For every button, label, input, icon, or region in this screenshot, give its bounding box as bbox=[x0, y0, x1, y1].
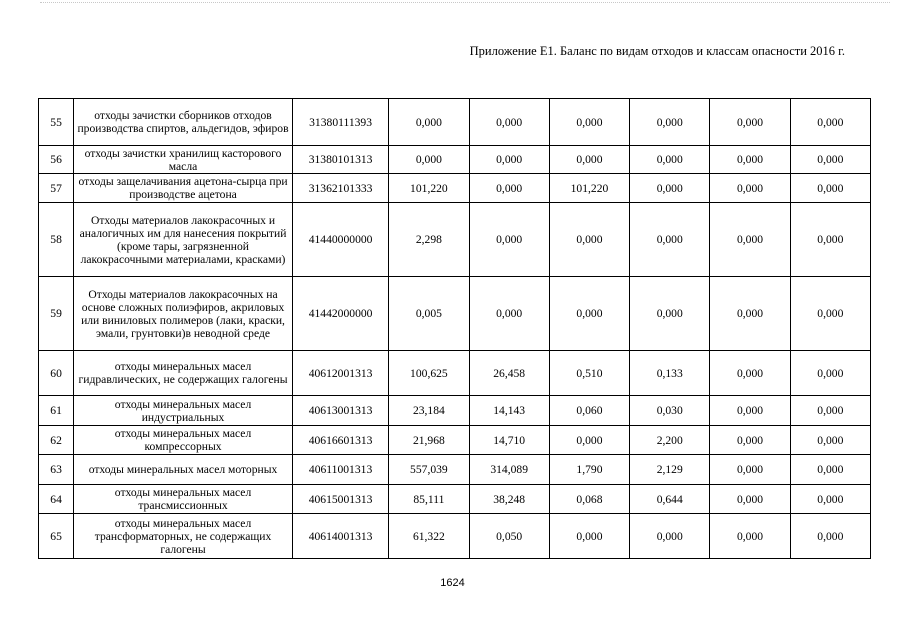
value-cell: 0,000 bbox=[710, 426, 790, 455]
value-cell: 2,200 bbox=[630, 426, 710, 455]
waste-code: 40613001313 bbox=[292, 396, 388, 426]
row-number: 62 bbox=[39, 426, 74, 455]
value-cell: 0,000 bbox=[710, 203, 790, 277]
waste-name: отходы зачистки хранилищ касторового масла bbox=[74, 146, 293, 174]
value-cell: 0,000 bbox=[790, 203, 870, 277]
waste-code: 31380101313 bbox=[292, 146, 388, 174]
value-cell: 101,220 bbox=[549, 174, 629, 203]
waste-code: 41442000000 bbox=[292, 277, 388, 351]
value-cell: 2,129 bbox=[630, 455, 710, 485]
waste-balance-table bbox=[38, 98, 871, 559]
value-cell: 0,000 bbox=[469, 99, 549, 146]
value-cell: 0,000 bbox=[630, 99, 710, 146]
value-cell: 0,000 bbox=[630, 277, 710, 351]
value-cell: 101,220 bbox=[389, 174, 469, 203]
value-cell: 0,030 bbox=[630, 396, 710, 426]
table-row bbox=[39, 146, 871, 174]
table-row bbox=[39, 203, 871, 277]
value-cell: 0,000 bbox=[710, 277, 790, 351]
value-cell: 26,458 bbox=[469, 351, 549, 396]
value-cell: 0,000 bbox=[790, 426, 870, 455]
table-row bbox=[39, 174, 871, 203]
value-cell: 21,968 bbox=[389, 426, 469, 455]
scan-artifact bbox=[40, 2, 890, 7]
row-number: 59 bbox=[39, 277, 74, 351]
row-number: 63 bbox=[39, 455, 74, 485]
waste-name: отходы минеральных масел моторных bbox=[74, 455, 293, 485]
value-cell: 0,000 bbox=[790, 485, 870, 514]
value-cell: 0,000 bbox=[389, 146, 469, 174]
value-cell: 23,184 bbox=[389, 396, 469, 426]
value-cell: 0,000 bbox=[790, 99, 870, 146]
row-number: 61 bbox=[39, 396, 74, 426]
value-cell: 100,625 bbox=[389, 351, 469, 396]
value-cell: 0,000 bbox=[630, 146, 710, 174]
value-cell: 0,000 bbox=[710, 514, 790, 559]
value-cell: 0,000 bbox=[389, 99, 469, 146]
value-cell: 0,000 bbox=[790, 146, 870, 174]
table-row bbox=[39, 396, 871, 426]
value-cell: 0,000 bbox=[790, 351, 870, 396]
table-row bbox=[39, 426, 871, 455]
page-number: 1624 bbox=[440, 577, 465, 589]
value-cell: 0,000 bbox=[469, 174, 549, 203]
row-number: 56 bbox=[39, 146, 74, 174]
waste-name: отходы зачистки сборников отходов производства спиртов, альдегидов, эфиров bbox=[74, 99, 293, 146]
value-cell: 0,644 bbox=[630, 485, 710, 514]
value-cell: 0,510 bbox=[549, 351, 629, 396]
value-cell: 0,000 bbox=[710, 455, 790, 485]
value-cell: 0,133 bbox=[630, 351, 710, 396]
value-cell: 0,000 bbox=[469, 277, 549, 351]
table-row bbox=[39, 514, 871, 559]
value-cell: 0,000 bbox=[630, 203, 710, 277]
value-cell: 0,000 bbox=[790, 455, 870, 485]
value-cell: 557,039 bbox=[389, 455, 469, 485]
waste-code: 31362101333 bbox=[292, 174, 388, 203]
waste-code: 41440000000 bbox=[292, 203, 388, 277]
value-cell: 0,050 bbox=[469, 514, 549, 559]
waste-code: 40614001313 bbox=[292, 514, 388, 559]
value-cell: 0,000 bbox=[549, 277, 629, 351]
table-row bbox=[39, 277, 871, 351]
waste-code: 40616601313 bbox=[292, 426, 388, 455]
value-cell: 0,000 bbox=[710, 174, 790, 203]
row-number: 55 bbox=[39, 99, 74, 146]
table-row bbox=[39, 99, 871, 146]
row-number: 58 bbox=[39, 203, 74, 277]
value-cell: 0,000 bbox=[790, 277, 870, 351]
row-number: 64 bbox=[39, 485, 74, 514]
value-cell: 0,068 bbox=[549, 485, 629, 514]
value-cell: 0,000 bbox=[710, 396, 790, 426]
value-cell: 85,111 bbox=[389, 485, 469, 514]
row-number: 65 bbox=[39, 514, 74, 559]
value-cell: 0,000 bbox=[549, 426, 629, 455]
value-cell: 0,000 bbox=[469, 203, 549, 277]
value-cell: 2,298 bbox=[389, 203, 469, 277]
value-cell: 0,000 bbox=[630, 174, 710, 203]
table-caption: Приложение Е1. Баланс по видам отходов и классам опасности 2016 г. bbox=[469, 44, 845, 58]
waste-name: отходы минеральных масел индустриальных bbox=[74, 396, 293, 426]
waste-code: 40611001313 bbox=[292, 455, 388, 485]
value-cell: 0,000 bbox=[469, 146, 549, 174]
value-cell: 38,248 bbox=[469, 485, 549, 514]
value-cell: 0,000 bbox=[710, 99, 790, 146]
value-cell: 0,005 bbox=[389, 277, 469, 351]
table-row bbox=[39, 351, 871, 396]
value-cell: 0,000 bbox=[630, 514, 710, 559]
waste-name: отходы защелачивания ацетона-сырца при производстве ацетона bbox=[74, 174, 293, 203]
waste-name: отходы минеральных масел трансмиссионных bbox=[74, 485, 293, 514]
value-cell: 0,000 bbox=[549, 99, 629, 146]
value-cell: 14,143 bbox=[469, 396, 549, 426]
value-cell: 0,000 bbox=[790, 174, 870, 203]
value-cell: 1,790 bbox=[549, 455, 629, 485]
table-row bbox=[39, 485, 871, 514]
value-cell: 0,000 bbox=[549, 514, 629, 559]
value-cell: 0,000 bbox=[790, 514, 870, 559]
row-number: 60 bbox=[39, 351, 74, 396]
waste-code: 40612001313 bbox=[292, 351, 388, 396]
value-cell: 0,000 bbox=[710, 485, 790, 514]
value-cell: 0,000 bbox=[549, 146, 629, 174]
table-row bbox=[39, 455, 871, 485]
value-cell: 0,060 bbox=[549, 396, 629, 426]
value-cell: 0,000 bbox=[710, 146, 790, 174]
waste-name: отходы минеральных масел трансформаторных, не содержащих галогены bbox=[74, 514, 293, 559]
value-cell: 0,000 bbox=[710, 351, 790, 396]
waste-name: отходы минеральных масел гидравлических, не содержащих галогены bbox=[74, 351, 293, 396]
value-cell: 61,322 bbox=[389, 514, 469, 559]
row-number: 57 bbox=[39, 174, 74, 203]
waste-code: 31380111393 bbox=[292, 99, 388, 146]
value-cell: 314,089 bbox=[469, 455, 549, 485]
waste-name: отходы минеральных масел компрессорных bbox=[74, 426, 293, 455]
waste-code: 40615001313 bbox=[292, 485, 388, 514]
waste-name: Отходы материалов лакокрасочных на основе сложных полиэфиров, акриловых или виниловых полимеров (лаки, краски, эмали, грунтовки)в неводной среде bbox=[74, 277, 293, 351]
waste-name: Отходы материалов лакокрасочных и аналогичных им для нанесения покрытий (кроме тары, загрязненной лакокрасочными материалами, красками) bbox=[74, 203, 293, 277]
value-cell: 0,000 bbox=[790, 396, 870, 426]
value-cell: 0,000 bbox=[549, 203, 629, 277]
value-cell: 14,710 bbox=[469, 426, 549, 455]
